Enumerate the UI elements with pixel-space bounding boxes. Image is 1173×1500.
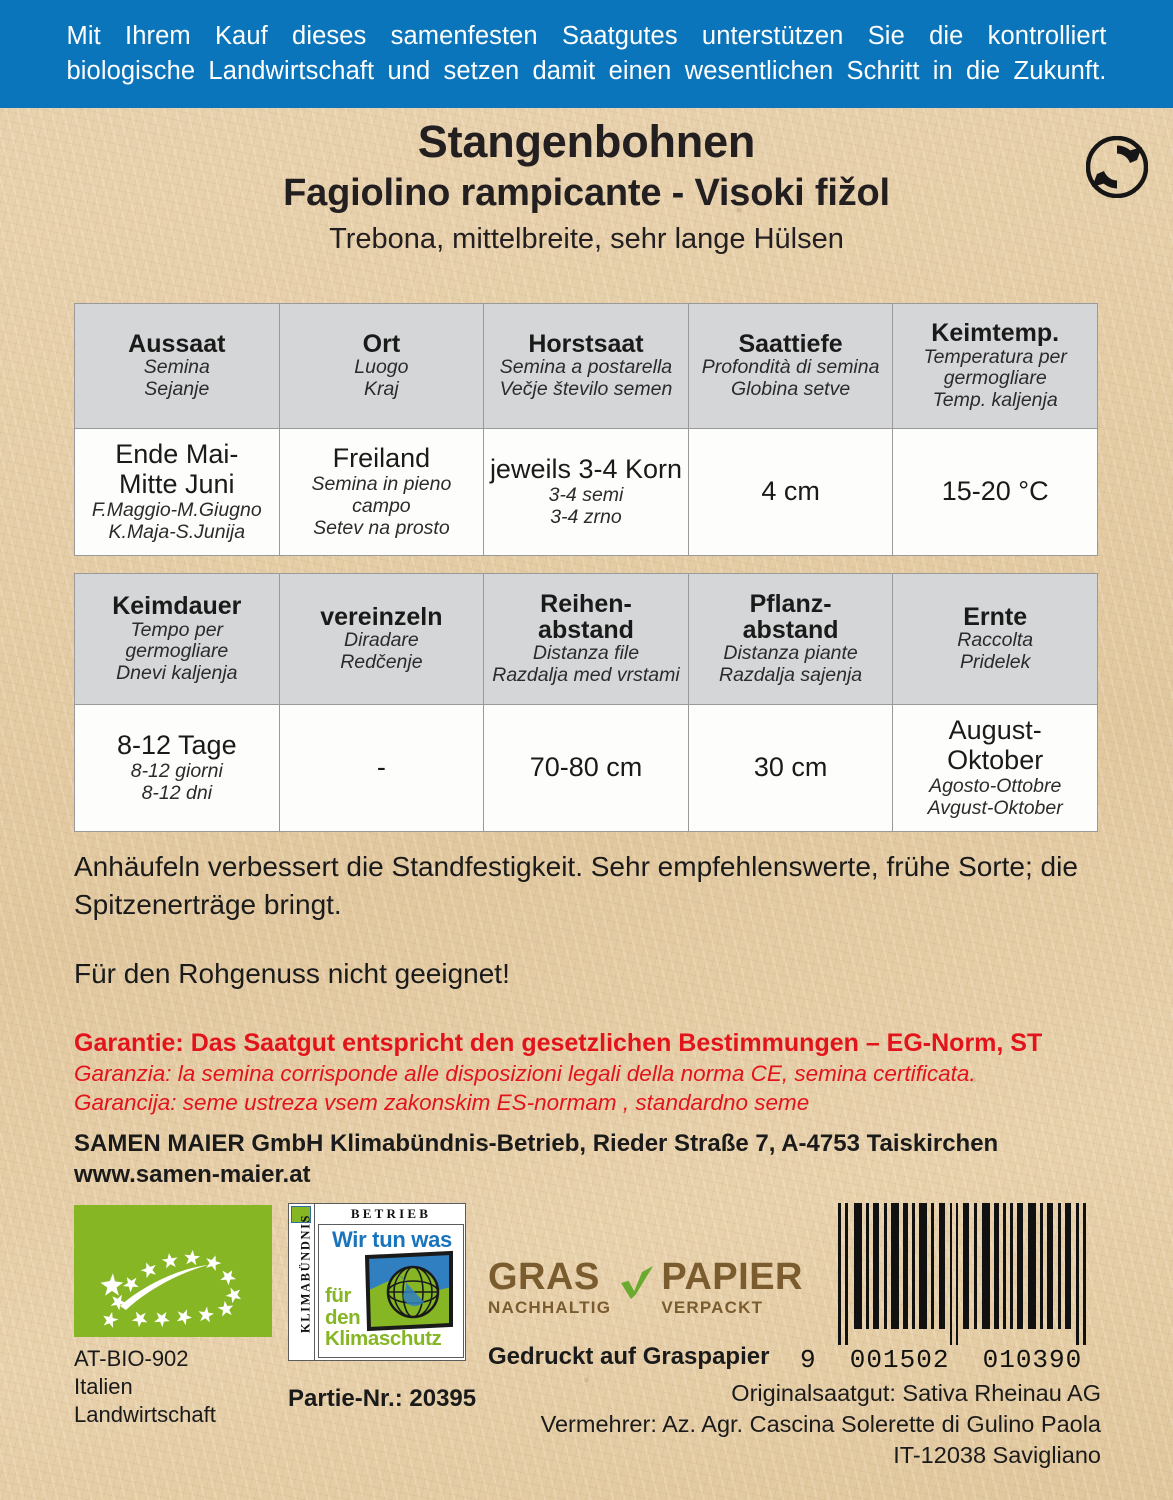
- origin-line-2: Vermehrer: Az. Agr. Cascina Solerette di Gulino Paola: [540, 1411, 1101, 1438]
- ean13-barcode: [836, 1203, 1094, 1345]
- table-header-vereinzeln: [279, 574, 484, 705]
- col-sub-it: Temperatura per germogliare: [923, 345, 1067, 390]
- col-sub-sl: Temp. kaljenja: [932, 388, 1058, 411]
- cell-value: 4 cm: [761, 476, 820, 507]
- cell-value: August- Oktober: [947, 715, 1044, 776]
- cell-value: 30 cm: [753, 752, 828, 783]
- organic-banner: [0, 0, 1173, 108]
- printed-on-label: Gedruckt auf Graspapier: [488, 1343, 770, 1370]
- table-header-keimtemp: [893, 304, 1098, 429]
- table-cell-saattiefe: [688, 429, 893, 556]
- table-cell-reihenabstand: [484, 705, 689, 832]
- table-cell-keimtemp: [893, 429, 1098, 556]
- col-sub-sl: Razdalja med vrstami: [492, 663, 680, 686]
- klimabuendnis-betrieb-text: BETRIEB: [350, 1206, 432, 1221]
- cell-value-sl: Avgust-Oktober: [927, 796, 1063, 819]
- table-header-horstsaat: [484, 304, 689, 429]
- growing-advice-text: Anhäufeln verbessert die Standfestigkeit. Sehr empfehlenswerte, frühe Sorte; die Spitzenerträge bringt.: [74, 851, 1078, 921]
- guarantee-sl: Garancija: seme ustreza vsem zakonskim ES-normam , standardno seme: [74, 1089, 810, 1115]
- cell-value: 70-80 cm: [529, 752, 643, 783]
- col-sub-sl: Dnevi kaljenja: [116, 661, 238, 684]
- table-cell-ernte: [893, 705, 1098, 832]
- klimabuendnis-subtext: [325, 1285, 441, 1350]
- gras-subword: NACHHALTIG: [488, 1298, 612, 1317]
- bio-code: AT-BIO-902: [74, 1346, 189, 1371]
- col-head: Saattiefe: [738, 329, 843, 358]
- table-header-keimdauer: [75, 574, 280, 705]
- cell-value-it: F.Maggio-M.Giugno: [91, 498, 262, 521]
- col-sub-sl: Globina setve: [730, 377, 851, 400]
- papier-word: PAPIER: [661, 1256, 803, 1298]
- table-header-pflanzabstand: [688, 574, 893, 705]
- eu-organic-leaf-logo: [74, 1205, 272, 1337]
- barcode-digits: 9 001502 010390: [800, 1345, 1083, 1375]
- col-head: Keimtemp.: [931, 318, 1060, 347]
- table-row: [75, 304, 1098, 429]
- sowing-table-secondary: [74, 573, 1098, 832]
- col-head: Ort: [362, 329, 401, 358]
- batch-number: Partie-Nr.: 20395: [288, 1385, 477, 1412]
- col-sub-sl: Sejanje: [144, 377, 210, 400]
- col-sub-it: Distanza file: [532, 642, 640, 665]
- cell-value-it: Agosto-Ottobre: [929, 774, 1062, 797]
- table-cell-ort: [279, 429, 484, 556]
- cell-value: Ende Mai- Mitte Juni: [115, 439, 239, 500]
- col-sub-sl: Kraj: [364, 377, 399, 400]
- bio-kind: Landwirtschaft: [74, 1402, 216, 1428]
- klimabuendnis-side-text: KLIMABÜNDNIS: [298, 1213, 313, 1334]
- origin-line-1: Originalsaatgut: Sativa Rheinau AG: [731, 1380, 1101, 1406]
- gras-papier-logo: [488, 1258, 803, 1330]
- papier-subword: VERPACKT: [661, 1298, 764, 1317]
- col-sub-it: Semina a postarella: [499, 356, 673, 379]
- title-translations: Fagiolino rampicante - Visoki fižol: [283, 171, 890, 214]
- guarantee-block: [74, 1028, 1124, 1117]
- green-check-icon: [615, 1252, 659, 1318]
- banner-line-2: biologische Landwirtschaft und setzen damit einen wesentlichen Schritt in die Zukunft.: [66, 57, 1107, 85]
- table-cell-horstsaat: [484, 429, 689, 556]
- klimabuendnis-headline: Wir tun was: [332, 1227, 452, 1252]
- col-sub-it: Profondità di semina: [701, 356, 880, 379]
- cell-value-sl: 3-4 zrno: [550, 505, 622, 528]
- bio-country: Italien: [74, 1374, 133, 1400]
- banner-line-1: Mit Ihrem Kauf dieses samenfesten Saatgutes unterstützen Sie die kontrolliert: [66, 22, 1107, 51]
- col-sub-sl: Razdalja sajenja: [719, 663, 863, 686]
- guarantee-it: Garanzia: la semina corrisponde alle disposizioni legali della norma CE, semina certificata.: [74, 1060, 976, 1086]
- cell-value-sl: Setev na prosto: [313, 516, 450, 539]
- col-head: Ernte: [963, 602, 1028, 631]
- sowing-table-primary: [74, 303, 1098, 556]
- table-cell-aussaat: [75, 429, 280, 556]
- table-row: [75, 429, 1098, 556]
- raw-consumption-warning: Für den Rohgenuss nicht geeignet!: [74, 958, 510, 989]
- cell-value: -: [376, 752, 386, 783]
- col-sub-it: Semina: [143, 356, 210, 379]
- table-cell-keimdauer: [75, 705, 280, 832]
- gras-word: GRAS: [488, 1256, 600, 1298]
- col-sub-it: Distanza piante: [723, 642, 858, 665]
- origin-line-3: IT-12038 Savigliano: [893, 1442, 1101, 1469]
- col-sub-sl: Redčenje: [340, 650, 423, 673]
- col-head: Reihen- abstand: [538, 589, 634, 644]
- col-head: Aussaat: [128, 329, 226, 358]
- cell-value-it: Semina in pieno campo: [311, 473, 452, 517]
- klimabuendnis-side-strip: [289, 1204, 315, 1360]
- cell-value-sl: K.Maja-S.Junija: [108, 520, 246, 543]
- cell-value: jeweils 3-4 Korn: [489, 454, 683, 485]
- origin-info: [481, 1378, 1101, 1471]
- klimabuendnis-sub-2: den: [325, 1305, 361, 1329]
- klimabuendnis-logo: [288, 1203, 466, 1361]
- company-address: [74, 1128, 1134, 1190]
- klimabuendnis-sub-3: Klimaschutz: [325, 1327, 442, 1351]
- cell-value: 8-12 Tage: [116, 730, 237, 761]
- klimabuendnis-sub-1: für: [325, 1284, 352, 1307]
- company-address-line: SAMEN MAIER GmbH Klimabündnis-Betrieb, Rieder Straße 7, A-4753 Taiskirchen: [74, 1130, 999, 1157]
- cell-value: 15-20 °C: [941, 476, 1049, 507]
- table-cell-vereinzeln: [279, 705, 484, 832]
- gruener-punkt-icon: [1086, 136, 1148, 198]
- col-head: Pflanz- abstand: [742, 589, 839, 644]
- col-head: vereinzeln: [320, 602, 443, 631]
- col-sub-sl: Pridelek: [959, 650, 1031, 673]
- cell-value-it: 8-12 giorni: [130, 760, 223, 783]
- col-sub-it: Tempo per germogliare: [125, 618, 229, 663]
- title-block: [0, 118, 1173, 257]
- col-sub-it: Raccolta: [957, 629, 1034, 652]
- cell-value-it: 3-4 semi: [548, 484, 624, 507]
- page-title: Stangenbohnen: [417, 116, 756, 167]
- col-head: Horstsaat: [528, 329, 644, 358]
- table-row: [75, 574, 1098, 705]
- table-header-ort: [279, 304, 484, 429]
- col-sub-sl: Večje število semen: [499, 377, 673, 400]
- col-sub-it: Luogo: [354, 356, 409, 379]
- table-header-saattiefe: [688, 304, 893, 429]
- klimabuendnis-panel: [318, 1224, 464, 1358]
- table-header-aussaat: [75, 304, 280, 429]
- guarantee-de: Garantie: Das Saatgut entspricht den gesetzlichen Bestimmungen – EG-Norm, ST: [74, 1029, 1043, 1057]
- variety-subtitle: Trebona, mittelbreite, sehr lange Hülsen: [329, 223, 844, 256]
- table-header-reihenabstand: [484, 574, 689, 705]
- table-header-ernte: [893, 574, 1098, 705]
- cell-value: Freiland: [332, 443, 431, 474]
- table-row: [75, 705, 1098, 832]
- table-cell-pflanzabstand: [688, 705, 893, 832]
- col-head: Keimdauer: [112, 591, 242, 620]
- eu-organic-caption: [74, 1345, 216, 1429]
- company-website[interactable]: www.samen-maier.at: [74, 1161, 311, 1189]
- cell-value-sl: 8-12 dni: [141, 781, 213, 804]
- col-sub-it: Diradare: [343, 629, 419, 652]
